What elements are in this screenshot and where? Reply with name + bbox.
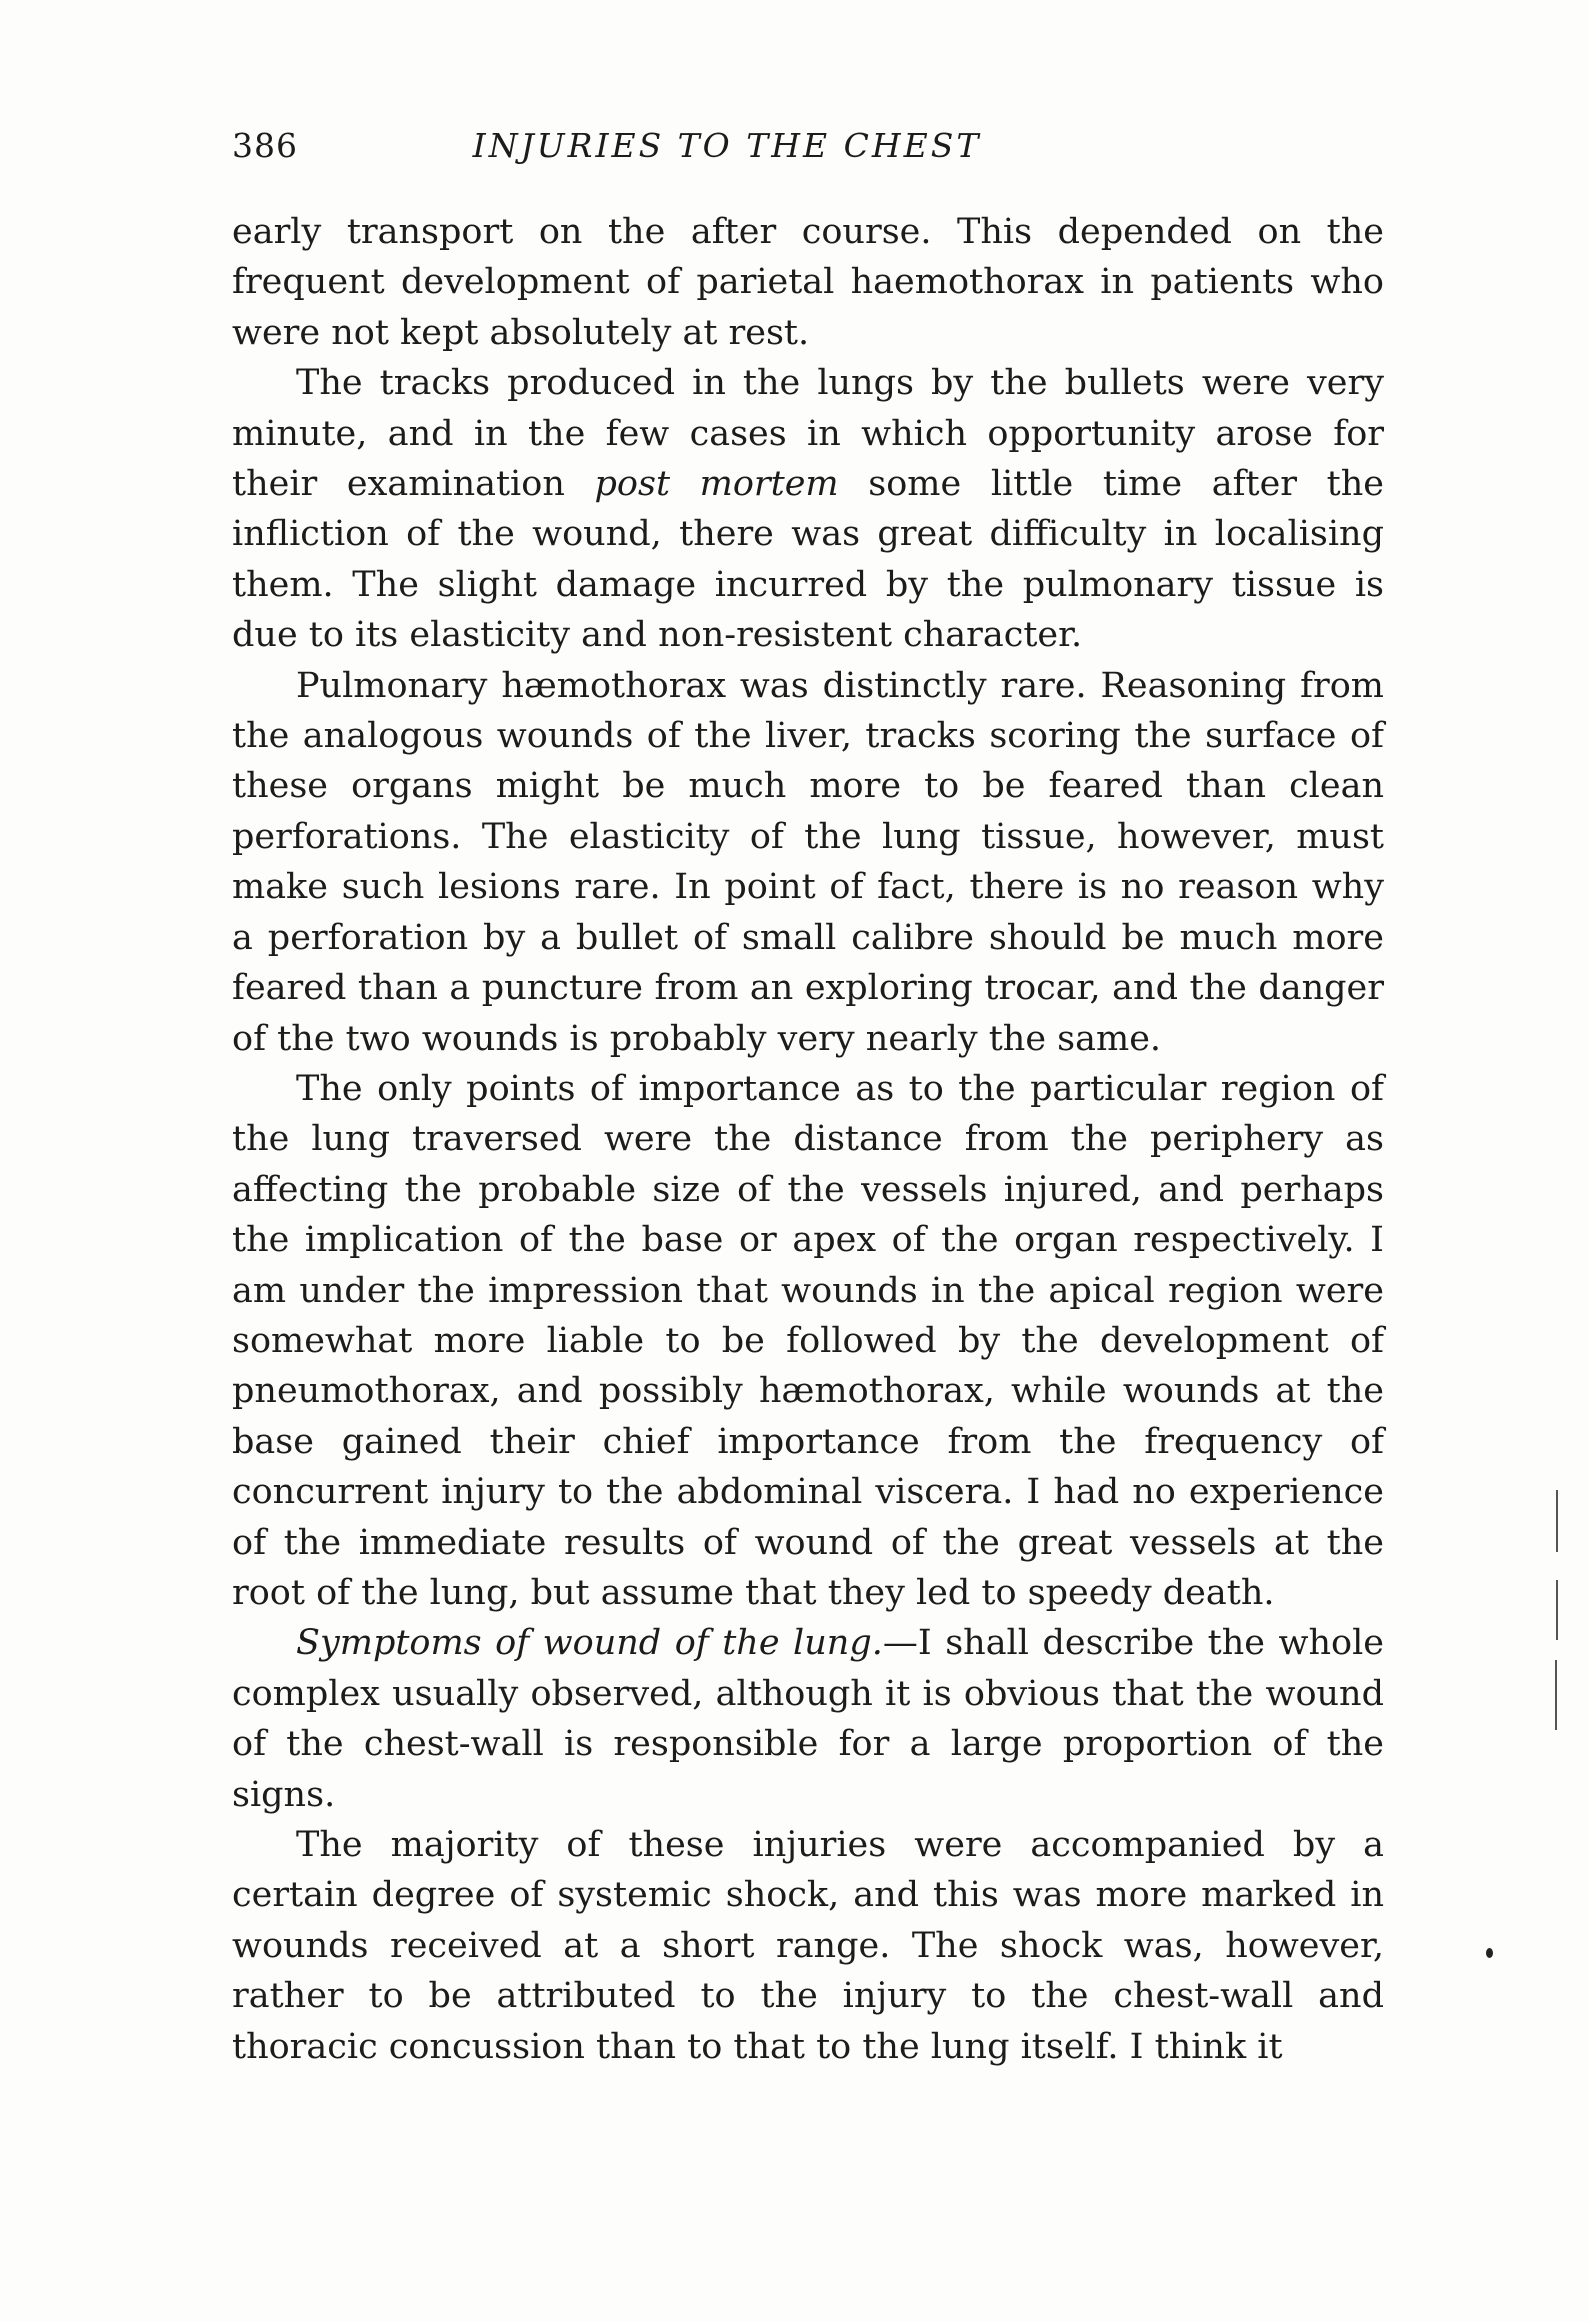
paragraph-3-text: Pulmonary hæmothorax was distinctly rare. Reasoning from the analogous wounds of the liver, tracks scoring the surface of these organs might be much more to be feared than clean perforations. The elasticity of the lung tissue, however, must make such lesions rare. In point of fact, there is no reason why a perforation by a bullet of small calibre should be much more feared than a puncture from an exploring trocar, and the danger of the two wounds is probably very nearly the same. — [232, 665, 1384, 1059]
paragraph-1 — [232, 207, 1384, 358]
paragraph-6 — [232, 1820, 1384, 2072]
paragraph-2 — [232, 358, 1384, 660]
running-head — [232, 126, 1392, 176]
paragraph-2-text-b: some little time after the infliction of the wound, there was great difficulty in localising them. The slight damage incurred by the pulmonary tissue is due to its elasticity and non-resistent character. — [232, 464, 1384, 656]
margin-mark — [1556, 1490, 1558, 1552]
paragraph-3 — [232, 661, 1384, 1064]
running-title: INJURIES TO THE CHEST — [472, 126, 982, 165]
margin-mark — [1555, 1660, 1557, 1730]
paragraph-4-text: The only points of importance as to the particular region of the lung traversed were the distance from the periphery as affecting the probable size of the vessels injured, and perhaps the implication of the base or apex of the organ respectively. I am under the impression that wounds in the apical region were somewhat more liable to be followed by the development of pneumothorax, and possibly hæmothorax, while wounds at the base gained their chief importance from the frequency of concurrent injury to the abdominal viscera. I had no experience of the immediate results of wound of the great vessels at the root of the lung, but assume that they led to speedy death. — [232, 1068, 1384, 1613]
ink-blot — [1486, 1948, 1493, 1958]
paragraph-4 — [232, 1064, 1384, 1618]
page-number: 386 — [232, 126, 298, 165]
paragraph-5-text: —I shall describe the whole complex usually observed, although it is obvious that the wound of the chest-wall is responsible for a large proportion of the signs. — [232, 1623, 1384, 1815]
body-text — [232, 207, 1384, 2072]
paragraph-6-text: The majority of these injuries were accompanied by a certain degree of systemic shock, and this was more marked in wounds received at a short range. The shock was, however, rather to be attributed to the injury to the chest-wall and thoracic concussion than to that to the lung itself. I think it — [232, 1825, 1384, 2067]
section-heading-italic: Symptoms of wound of the lung. — [296, 1623, 883, 1664]
paragraph-2-text-a: The tracks produced in the lungs by the bullets were very minute, and in the few cases in which opportunity arose for their examination — [232, 363, 1384, 505]
paragraph-1-text: early transport on the after course. This depended on the frequent development of parietal haemothorax in patients who were not kept absolutely at rest. — [232, 212, 1384, 353]
post-mortem-italic: post mortem — [594, 464, 839, 505]
paragraph-5 — [232, 1618, 1384, 1820]
margin-mark — [1556, 1580, 1558, 1640]
